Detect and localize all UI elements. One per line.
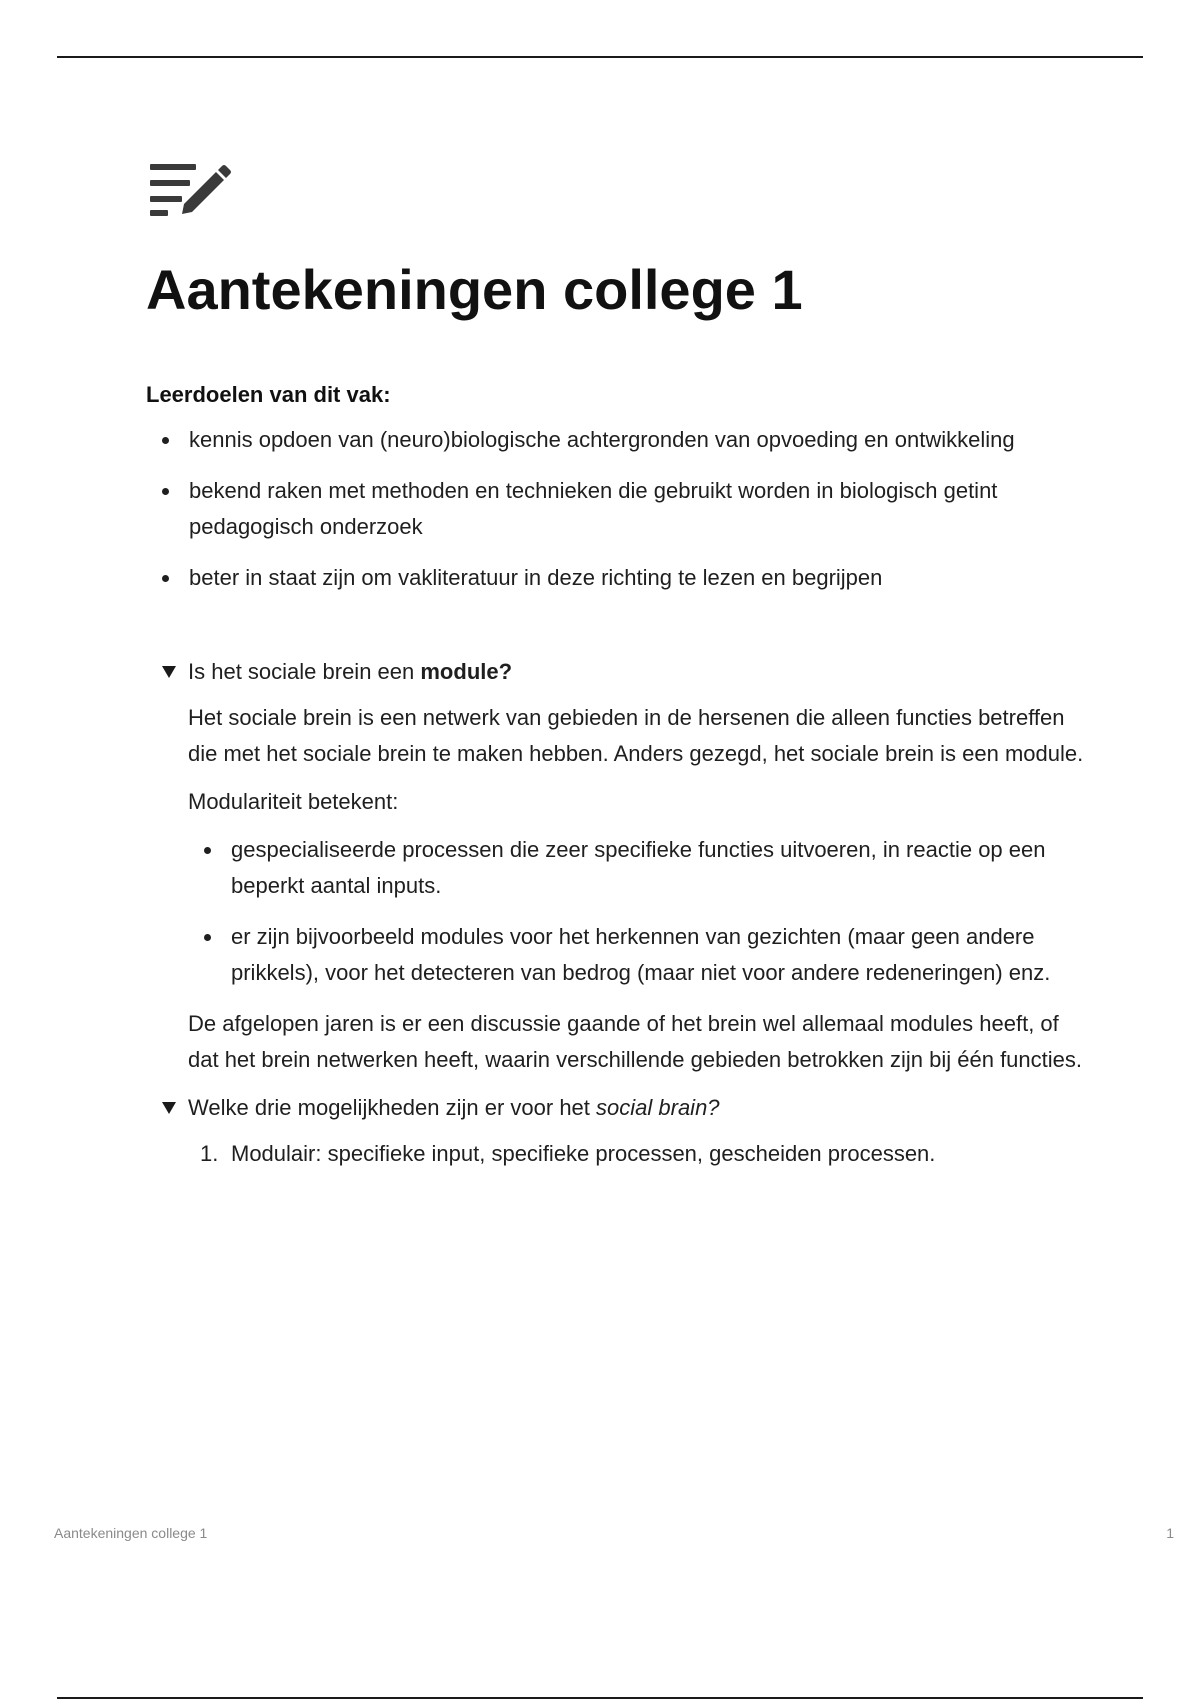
goals-list bbox=[146, 422, 1086, 596]
toggle-header[interactable] bbox=[146, 1090, 1086, 1126]
page-title: Aantekeningen college 1 bbox=[146, 258, 803, 321]
page-number: 1 bbox=[1166, 1525, 1174, 1541]
list-item: kennis opdoen van (neuro)biologische achtergronden van opvoeding en ontwikkeling bbox=[146, 422, 1086, 458]
toggle-triangle-icon[interactable] bbox=[162, 666, 176, 678]
edit-note-icon bbox=[146, 160, 232, 218]
list-item-text: Modulair: specifieke input, specifieke processen, gescheiden processen. bbox=[231, 1141, 936, 1166]
footer-title: Aantekeningen college 1 bbox=[54, 1525, 208, 1541]
page-content bbox=[146, 160, 1086, 1172]
list-item: er zijn bijvoorbeeld modules voor het herkennen van gezichten (maar geen andere prikkels), voor het detecteren van bedrog (maar niet voor andere redeneringen) enz. bbox=[188, 919, 1086, 991]
toggle-heading-bold: module? bbox=[420, 659, 513, 684]
list-item bbox=[188, 1136, 1086, 1172]
toggle-heading-text: Is het sociale brein een bbox=[188, 659, 421, 684]
list-item: beter in staat zijn om vakliteratuur in deze richting te lezen en begrijpen bbox=[146, 560, 1086, 596]
toggle-social-brain-module bbox=[146, 654, 1086, 1078]
toggle-heading-italic: social brain? bbox=[596, 1095, 720, 1120]
paragraph: Modulariteit betekent: bbox=[188, 789, 399, 814]
goals-heading: Leerdoelen van dit vak: bbox=[146, 382, 391, 407]
toggle-body bbox=[146, 1136, 1086, 1172]
top-rule bbox=[57, 56, 1143, 58]
toggle-heading-text: Welke drie mogelijkheden zijn er voor het bbox=[188, 1095, 597, 1120]
page-footer bbox=[54, 1525, 1174, 1541]
list-number: 1. bbox=[200, 1141, 219, 1166]
paragraph: De afgelopen jaren is er een discussie gaande of het brein wel allemaal modules heeft, of dat het brein netwerken heeft, waarin verschillende gebieden betrokken zijn bij één functies. bbox=[188, 1011, 1082, 1072]
list-item: bekend raken met methoden en technieken die gebruikt worden in biologisch getint pedagogisch onderzoek bbox=[146, 473, 1086, 545]
paragraph: Het sociale brein is een netwerk van gebieden in de hersenen die alleen functies betreffen die met het sociale brein te maken hebben. Anders gezegd, het sociale brein is een module. bbox=[188, 705, 1084, 766]
toggle-triangle-icon[interactable] bbox=[162, 1102, 176, 1114]
modularity-list bbox=[188, 832, 1086, 991]
bottom-rule bbox=[57, 1697, 1143, 1699]
list-item: gespecialiseerde processen die zeer specifieke functies uitvoeren, in reactie op een beperkt aantal inputs. bbox=[188, 832, 1086, 904]
toggle-social-brain-options bbox=[146, 1090, 1086, 1172]
toggle-body bbox=[146, 700, 1086, 1078]
options-list bbox=[188, 1136, 1086, 1172]
toggle-header[interactable] bbox=[146, 654, 1086, 690]
